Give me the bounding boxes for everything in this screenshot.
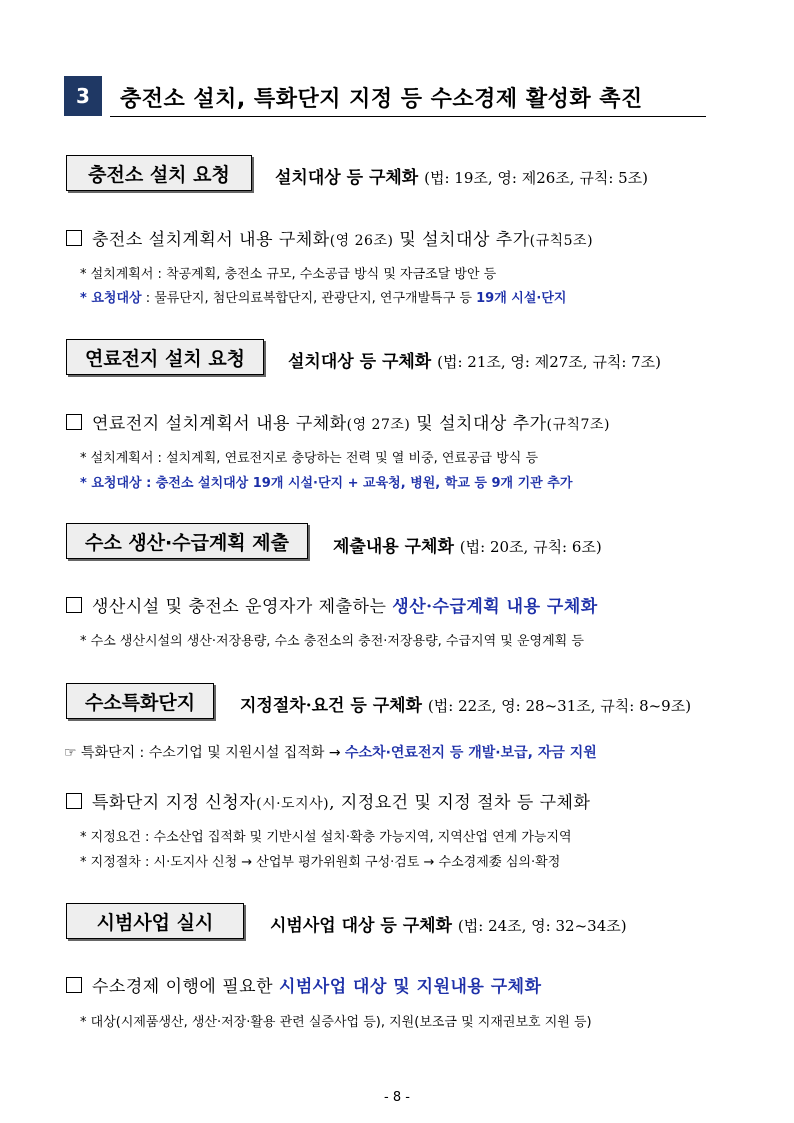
pointing-hand-icon: ☞ xyxy=(64,745,77,761)
item-fuel-cell: 연료전지 설치계획서 내용 구체화(영 27조) 및 설치대상 추가(규칙7조) xyxy=(66,409,610,434)
checkbox-icon xyxy=(66,977,82,993)
note-plan: * 설치계획서 : 착공계획, 충전소 규모, 수소공급 방식 및 자금조달 방안 등 xyxy=(80,267,497,282)
section-number-badge: 3 xyxy=(64,76,102,116)
page-number: - 8 - xyxy=(384,1090,410,1105)
item-special-zone: 특화단지 지정 신청자(시·도지사), 지정요건 및 지정 절차 등 구체화 xyxy=(66,788,590,813)
section-title: 충전소 설치, 특화단지 지정 등 수소경제 활성화 촉진 xyxy=(120,87,643,112)
note-target: * 요청대상 : 충전소 설치대상 19개 시설·단지 + 교육청, 병원, 학교 등 9개 기관 추가 xyxy=(80,476,573,491)
note-target: * 요청대상 : 물류단지, 첨단의료복합단지, 관광단지, 연구개발특구 등 19개 시설·단지 xyxy=(80,291,567,306)
label-box-charging-station: 충전소 설치 요청 xyxy=(66,155,252,191)
item-hydrogen-supply: 생산시설 및 충전소 운영자가 제출하는 생산·수급계획 내용 구체화 xyxy=(66,592,598,617)
checkbox-icon xyxy=(66,597,82,613)
subtitle-hydrogen-supply: 제출내용 구체화 (법: 20조, 규칙: 6조) xyxy=(333,537,602,557)
checkbox-icon xyxy=(66,414,82,430)
label-box-hydrogen-supply: 수소 생산·수급계획 제출 xyxy=(66,523,308,559)
subtitle-charging-station: 설치대상 등 구체화 (법: 19조, 영: 제26조, 규칙: 5조) xyxy=(275,168,649,188)
label-box-fuel-cell: 연료전지 설치 요청 xyxy=(66,339,264,375)
note-supply-detail: * 수소 생산시설의 생산·저장용량, 수소 충전소의 충전·저장용량, 수급지역 및 운영계획 등 xyxy=(80,634,584,649)
note-requirement: * 지정요건 : 수소산업 집적화 및 기반시설 설치·확충 가능지역, 지역산업 연계 가능지역 xyxy=(80,830,572,845)
label-box-pilot-project: 시범사업 실시 xyxy=(66,903,244,939)
note-pilot-detail: * 대상(시제품생산, 생산·저장·활용 관련 실증사업 등), 지원(보조금 및 지재권보호 지원 등) xyxy=(80,1015,592,1030)
subtitle-pilot-project: 시범사업 대상 등 구체화 (법: 24조, 영: 32~34조) xyxy=(270,916,627,936)
title-underline xyxy=(110,116,706,117)
label-box-special-zone: 수소특화단지 xyxy=(66,683,214,719)
note-procedure: * 지정절차 : 시·도지사 신청 → 산업부 평가위원회 구성·검토 → 수소경제委 심의·확정 xyxy=(80,855,561,870)
item-pilot-project: 수소경제 이행에 필요한 시범사업 대상 및 지원내용 구체화 xyxy=(66,972,542,997)
checkbox-icon xyxy=(66,793,82,809)
subtitle-fuel-cell: 설치대상 등 구체화 (법: 21조, 영: 제27조, 규칙: 7조) xyxy=(288,352,662,372)
item-charging-station: 충전소 설치계획서 내용 구체화(영 26조) 및 설치대상 추가(규칙5조) xyxy=(66,225,593,250)
pointer-line: ☞ 특화단지 : 수소기업 및 지원시설 집적화 → 수소차·연료전지 등 개발·보급, 자금 지원 xyxy=(64,745,597,761)
checkbox-icon xyxy=(66,230,82,246)
subtitle-special-zone: 지정절차·요건 등 구체화 (법: 22조, 영: 28~31조, 규칙: 8~9조) xyxy=(240,696,692,716)
note-plan: * 설치계획서 : 설치계획, 연료전지로 충당하는 전력 및 열 비중, 연료공급 방식 등 xyxy=(80,451,539,466)
